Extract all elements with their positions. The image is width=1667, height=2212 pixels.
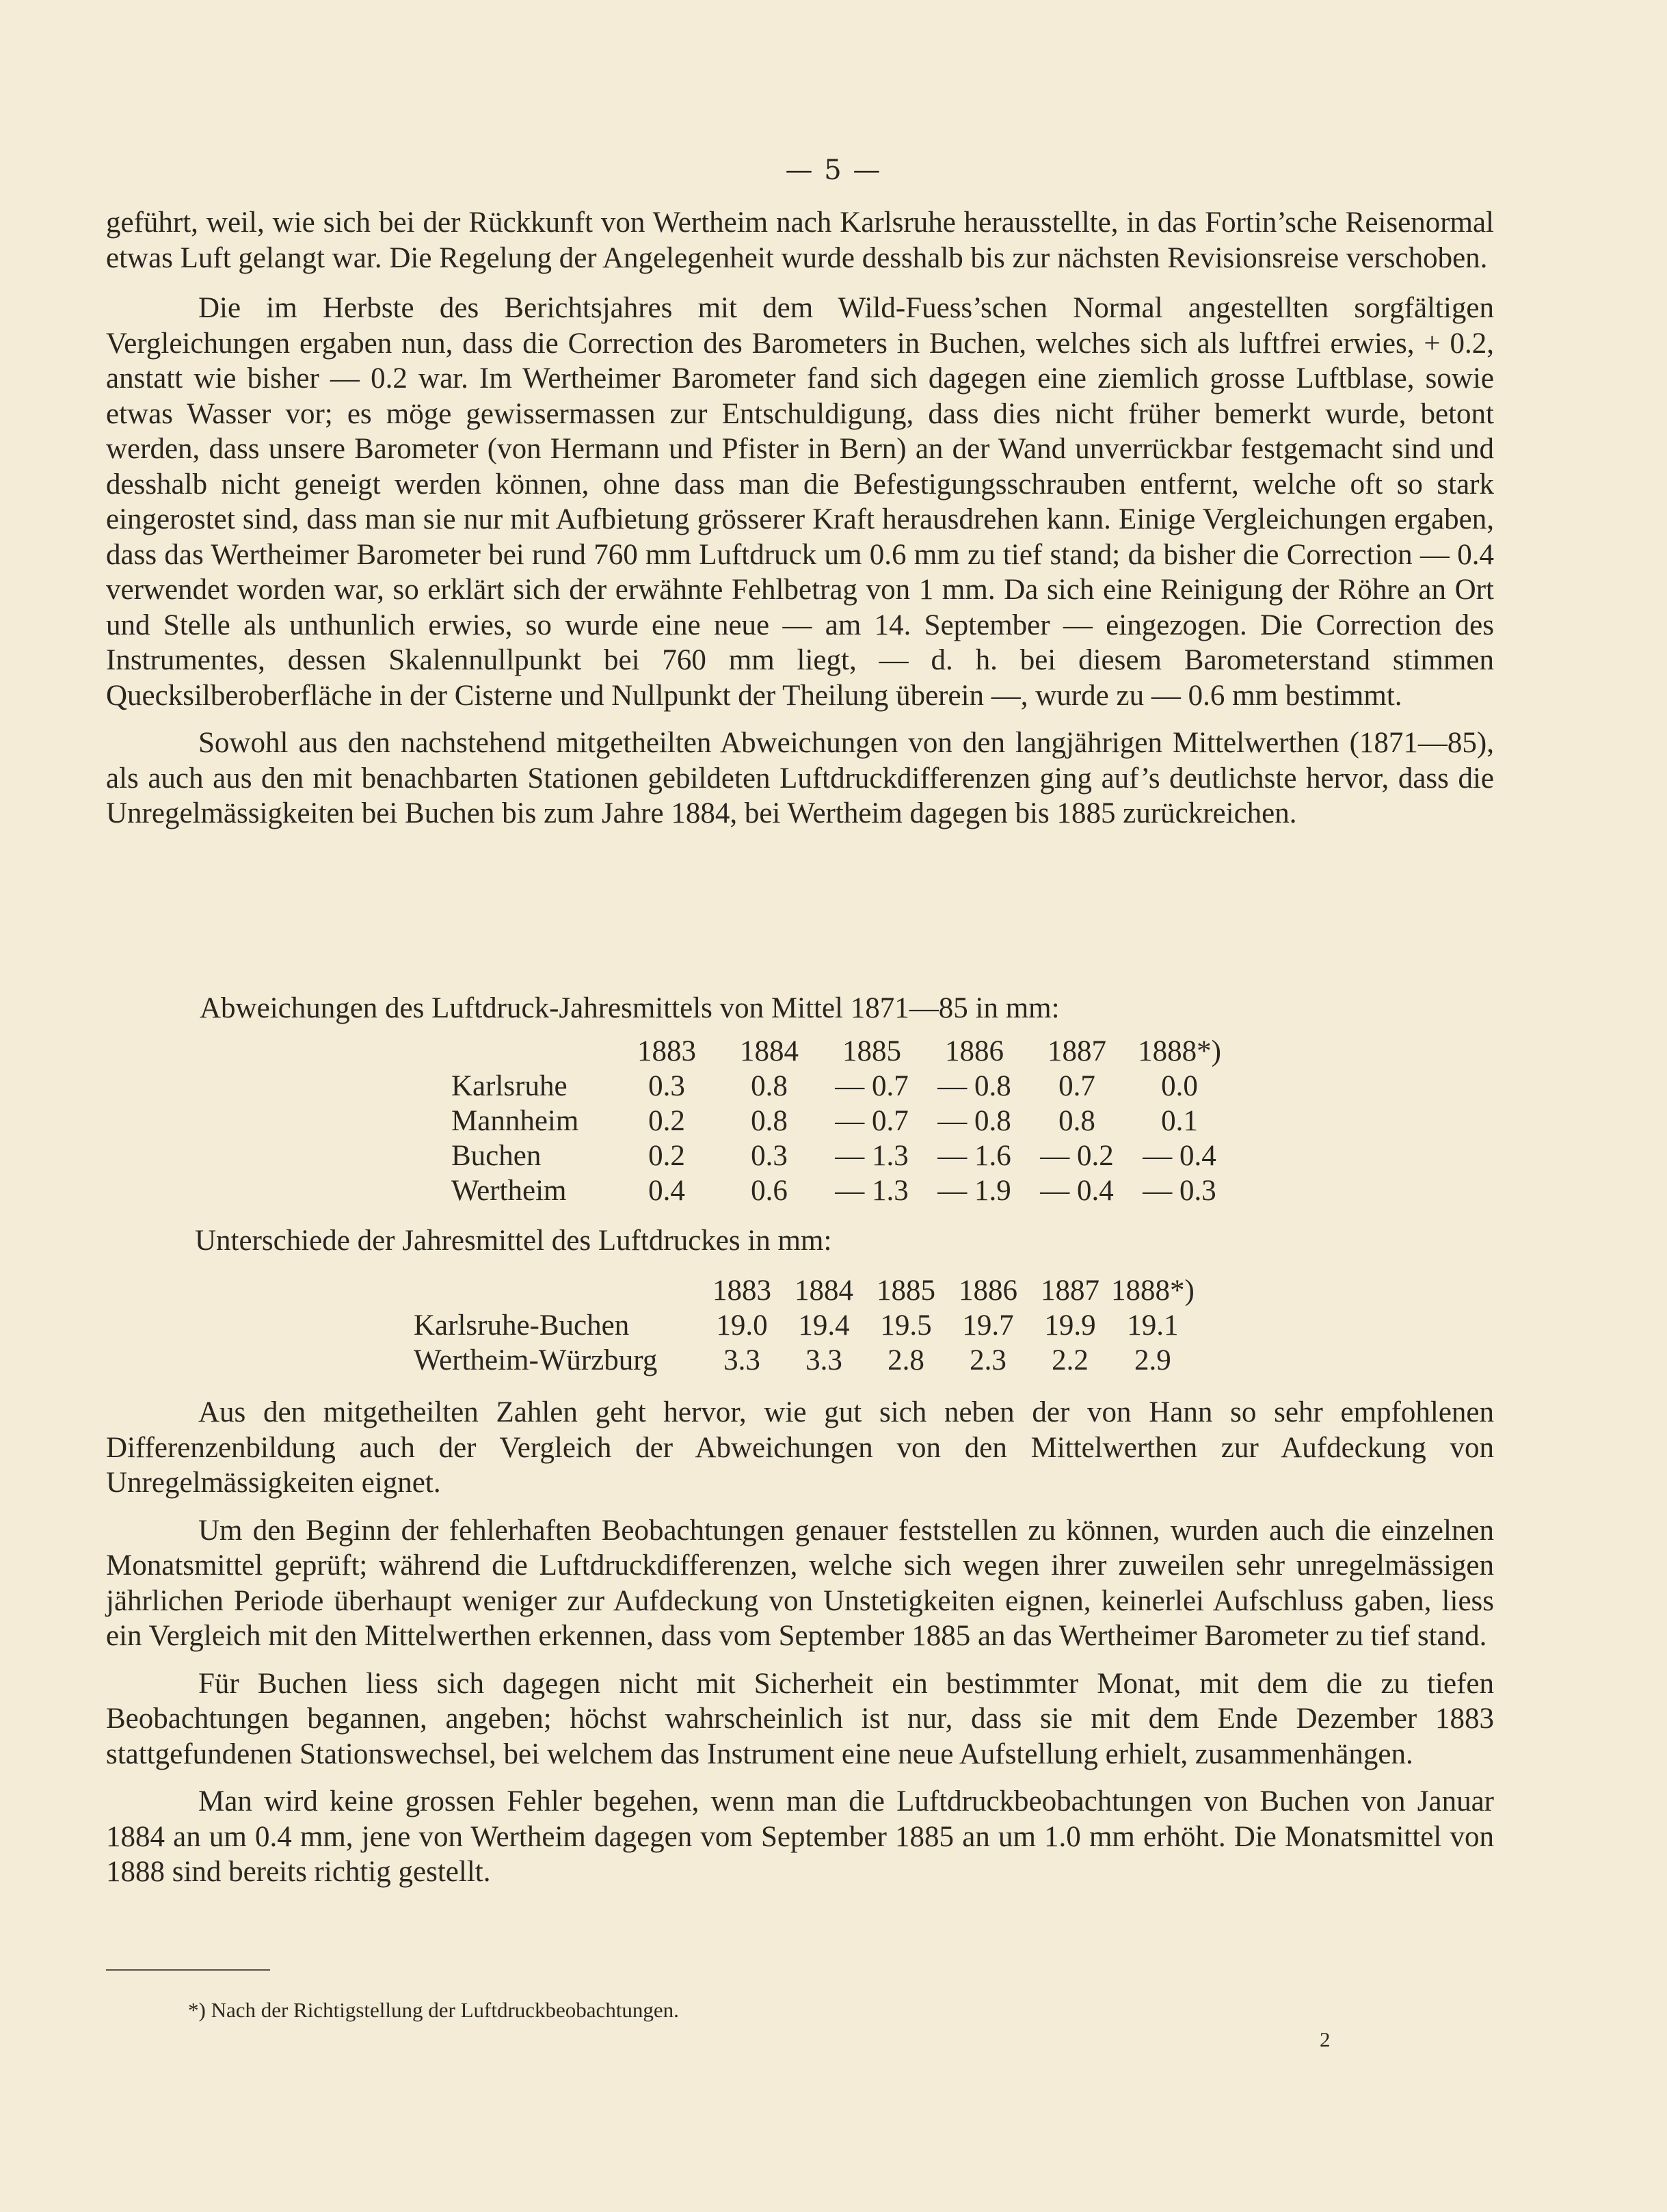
table-cell: 0.7 xyxy=(1058,1070,1095,1102)
year-header: 1886 xyxy=(959,1275,1017,1307)
table-cell: 2.8 xyxy=(888,1344,924,1376)
table-cell: — 0.3 xyxy=(1143,1175,1216,1207)
paragraph-5: Um den Beginn der fehlerhaften Beobachtungen genauer feststellen zu können, wurden auch die einzelnen Monatsmittel geprüft; während die Luftdruckdifferenzen, welche sich wegen ihrer zuweilen sehr unregelmässigen jährlichen Periode überhaupt weniger zur Aufdeckung von Unstetigkeiten eignen, keinerlei Aufschluss gaben, liess ein Vergleich mit den Mittelwerthen erkennen, dass vom September 1885 an das Wertheimer Barometer zu tief stand. xyxy=(106,1514,1494,1652)
table-cell: — 0.4 xyxy=(1143,1140,1216,1172)
table-cell: — 1.9 xyxy=(937,1175,1011,1207)
table-row xyxy=(451,1104,1231,1138)
table-row xyxy=(414,1343,1195,1378)
station-name: Buchen xyxy=(451,1140,542,1172)
year-header: 1885 xyxy=(842,1035,901,1067)
table-cell: 19.4 xyxy=(798,1309,850,1342)
table-cell: 0.1 xyxy=(1161,1105,1198,1137)
table-row xyxy=(414,1308,1195,1343)
table-row xyxy=(451,1173,1231,1208)
table-cell: 19.5 xyxy=(880,1309,932,1342)
table-cell: — 0.7 xyxy=(835,1070,909,1102)
station-pair: Karlsruhe-Buchen xyxy=(414,1309,630,1342)
year-header: 1884 xyxy=(795,1275,853,1307)
paragraph-2: Die im Herbste des Berichtsjahres mit dem Wild-Fuess’schen Normal angestellten sorgfältigen Vergleichungen ergaben nun, dass die Correction des Barometers in Buchen, welches sich als luftfrei erwies, + 0.2, anstatt wie bisher — 0.2 war. Im Wertheimer Barometer fand sich dagegen eine ziemlich grosse Luftblase, sowie etwas Wasser vor; es möge gewissermassen zur Entschuldigung, dass dies nicht früher bemerkt wurde, betont werden, dass unsere Barometer (von Hermann und Pfister in Bern) an der Wand unverrückbar festgemacht sind und desshalb nicht geneigt werden können, ohne dass man die Befestigungsschrauben entfernt, welche oft so stark eingerostet sind, dass man sie nur mit Aufbietung grösserer Kraft herausdrehen kann. Einige Vergleichungen ergaben, dass das Wertheimer Barometer bei rund 760 mm Luftdruck um 0.6 mm zu tief stand; da bisher die Correction — 0.4 verwendet worden war, so erklärt sich der erwähnte Fehlbetrag von 1 mm. Da sich eine Reinigung der Röhre an Ort und Stelle als unthunlich erwies, so wurde eine neue — am 14. September — eingezogen. Die Correction des Instrumentes, dessen Skalennullpunkt bei 760 mm liegt, — d. h. bei diesem Barometerstand stimmen Quecksilberoberfläche in der Cisterne und Nullpunkt der Theilung überein —, wurde zu — 0.6 mm bestimmt. xyxy=(106,292,1494,712)
station-name: Mannheim xyxy=(451,1105,579,1137)
table-cell: 3.3 xyxy=(723,1344,760,1376)
table-header-row xyxy=(414,1273,1195,1308)
paragraph-6: Für Buchen liess sich dagegen nicht mit Sicherheit ein bestimmter Monat, mit dem die zu tiefen Beobachtungen begannen, angeben; höchst wahrscheinlich ist nur, dass sie mit dem Ende Dezember 1883 stattgefundenen Stationswechsel, bei welchem das Instrument eine neue Aufstellung erhielt, zusammenhängen. xyxy=(106,1667,1494,1770)
table2-caption: Unterschiede der Jahresmittel des Luftdruckes in mm: xyxy=(195,1225,832,1257)
table-cell: 0.2 xyxy=(648,1140,685,1172)
year-header: 1888*) xyxy=(1138,1035,1221,1067)
year-header: 1883 xyxy=(712,1275,771,1307)
table-cell: 19.7 xyxy=(962,1309,1014,1342)
table-cell: 0.8 xyxy=(751,1070,788,1102)
table-corner xyxy=(414,1273,701,1308)
page-number: — 5 — xyxy=(785,155,882,186)
year-header: 1888*) xyxy=(1111,1275,1195,1307)
footnote: *) Nach der Richtigstellung der Luftdruckbeobachtungen. xyxy=(188,1998,679,2022)
table-cell: 2.9 xyxy=(1134,1344,1171,1376)
station-name: Wertheim xyxy=(451,1175,567,1207)
table-cell: — 1.6 xyxy=(937,1140,1011,1172)
table-cell: 0.0 xyxy=(1161,1070,1198,1102)
paragraph-4: Aus den mitgetheilten Zahlen geht hervor, wie gut sich neben der von Hann so sehr empfohlenen Differenzenbildung auch der Vergleich der Abweichungen von den Mittelwerthen zur Aufdeckung von Unregelmässigkeiten eignet. xyxy=(106,1396,1494,1499)
table-corner xyxy=(451,1034,615,1069)
table1-caption: Abweichungen des Luftdruck-Jahresmittels von Mittel 1871—85 in mm: xyxy=(200,992,1060,1024)
table-cell: 0.4 xyxy=(648,1175,685,1207)
footnote-divider xyxy=(106,1969,270,1971)
table-header-row xyxy=(451,1034,1231,1069)
paragraph-1: geführt, weil, wie sich bei der Rückkunft von Wertheim nach Karlsruhe herausstellte, in das Fortin’sche Reisenormal etwas Luft gelangt war. Die Regelung der Angelegenheit wurde desshalb bis zur nächsten Revisionsreise verschoben. xyxy=(106,206,1494,274)
table-cell: — 0.8 xyxy=(937,1105,1011,1137)
table-cell: — 0.7 xyxy=(835,1105,909,1137)
printer-signature: 2 xyxy=(1320,2027,1331,2051)
station-name: Karlsruhe xyxy=(451,1070,568,1102)
table-cell: 0.3 xyxy=(751,1140,788,1172)
table-cell: 0.2 xyxy=(648,1105,685,1137)
table-cell: 2.2 xyxy=(1052,1344,1089,1376)
paragraph-3: Sowohl aus den nachstehend mitgetheilten Abweichungen von den langjährigen Mittelwerthen (1871—85), als auch aus den mit benachbarten Stationen gebildeten Luftdruckdifferenzen ging auf’s deutlichste hervor, dass die Unregelmässigkeiten bei Buchen bis zum Jahre 1884, bei Wertheim dagegen bis 1885 zurückreichen. xyxy=(106,727,1494,829)
table-cell: 0.8 xyxy=(751,1105,788,1137)
table-row xyxy=(451,1138,1231,1173)
year-header: 1887 xyxy=(1048,1035,1106,1067)
table-cell: — 0.4 xyxy=(1040,1175,1114,1207)
difference-table xyxy=(414,1273,1195,1378)
table-cell: 19.1 xyxy=(1127,1309,1179,1342)
year-header: 1883 xyxy=(637,1035,696,1067)
table-cell: 3.3 xyxy=(805,1344,842,1376)
body-text-bottom xyxy=(106,1395,1494,1890)
table-cell: — 0.2 xyxy=(1040,1140,1114,1172)
table-cell: 0.8 xyxy=(1058,1105,1095,1137)
station-pair: Wertheim-Würzburg xyxy=(414,1344,658,1376)
table-cell: 0.3 xyxy=(648,1070,685,1102)
year-header: 1884 xyxy=(740,1035,799,1067)
table-cell: 19.0 xyxy=(716,1309,768,1342)
table-cell: 0.6 xyxy=(751,1175,788,1207)
table-cell: 2.3 xyxy=(970,1344,1006,1376)
table-cell: — 1.3 xyxy=(835,1140,909,1172)
paragraph-7: Man wird keine grossen Fehler begehen, wenn man die Luftdruckbeobachtungen von Buchen von Januar 1884 an um 0.4 mm, jene von Wertheim dagegen vom September 1885 an um 1.0 mm erhöht. Die Monatsmittel von 1888 sind bereits richtig gestellt. xyxy=(106,1785,1494,1888)
year-header: 1886 xyxy=(945,1035,1004,1067)
table-cell: — 0.8 xyxy=(937,1070,1011,1102)
deviation-table xyxy=(451,1034,1231,1208)
body-text-top xyxy=(106,205,1494,831)
table-cell: — 1.3 xyxy=(835,1175,909,1207)
year-header: 1887 xyxy=(1041,1275,1099,1307)
year-header: 1885 xyxy=(877,1275,935,1307)
table-cell: 19.9 xyxy=(1044,1309,1096,1342)
table-row xyxy=(451,1069,1231,1104)
